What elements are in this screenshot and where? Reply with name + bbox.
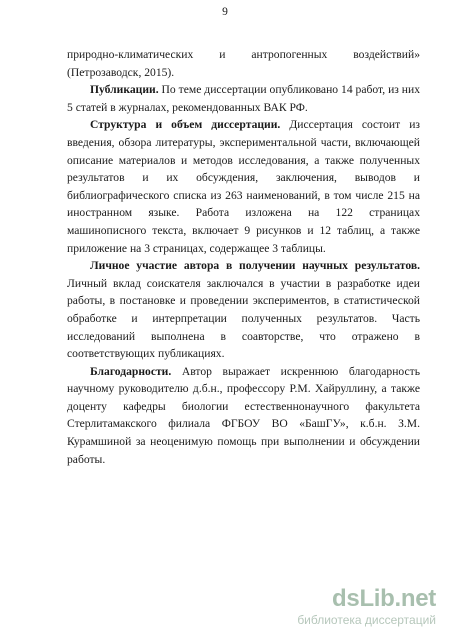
- document-body: [67, 46, 420, 468]
- paragraph-conference-continuation: [67, 46, 420, 81]
- watermark-tagline: библиотека диссертаций: [297, 613, 436, 627]
- paragraph-text: Автор выражает искреннюю благодарность научному руководителю д.б.н., профессору Р.М. Хайруллину, а также доценту кафедры биологии естественнонаучного факультета Стерлитамакского филиала ФГБОУ ВО «БашГУ», к.б.н. З.М. Курамшиной за неоценимую помощь при выполнении и обсуждении работы.: [67, 364, 420, 466]
- paragraph-heading: Структура и объем диссертации.: [90, 118, 281, 132]
- watermark-logo: dsLib.net: [332, 585, 436, 612]
- paragraph-text: Диссертация состоит из введения, обзора литературы, экспериментальной части, включающей описание материалов и методов исследования, а также полученных результатов и их обсуждения, заключения, выводов и библиографического списка из 263 наименований, в том числе 215 на иностранном языке. Работа изложена на 122 страницах машинописного текста, включает 9 рисунков и 12 таблиц, а также приложение на 3 страницах, содержащее 3 таблицы.: [67, 118, 420, 255]
- paragraph-publications: [67, 81, 420, 116]
- paragraph-personal-contribution: [67, 257, 420, 363]
- paragraph-text: По теме диссертации опубликовано 14 работ, из них 5 статей в журналах, рекомендованных ВАК РФ.: [67, 83, 420, 114]
- paragraph-heading: Публикации.: [90, 83, 159, 97]
- page-number: 9: [222, 6, 228, 18]
- paragraph-heading: Благодарности.: [90, 364, 172, 378]
- paragraph-heading: Личное участие автора в получении научных результатов.: [90, 259, 420, 273]
- watermark: [286, 587, 436, 627]
- paragraph-text: природно-климатических и антропогенных воздействий» (Петрозаводск, 2015).: [67, 48, 420, 79]
- paragraph-structure: [67, 116, 420, 257]
- paragraph-text: Личный вклад соискателя заключался в участии в разработке идеи работы, в постановке и проведении экспериментов, в статистической обработке и интерпретации полученных результатов. Часть исследований выполнена в соавторстве, что отражено в соответствующих публикациях.: [67, 276, 420, 361]
- paragraph-acknowledgements: [67, 363, 420, 469]
